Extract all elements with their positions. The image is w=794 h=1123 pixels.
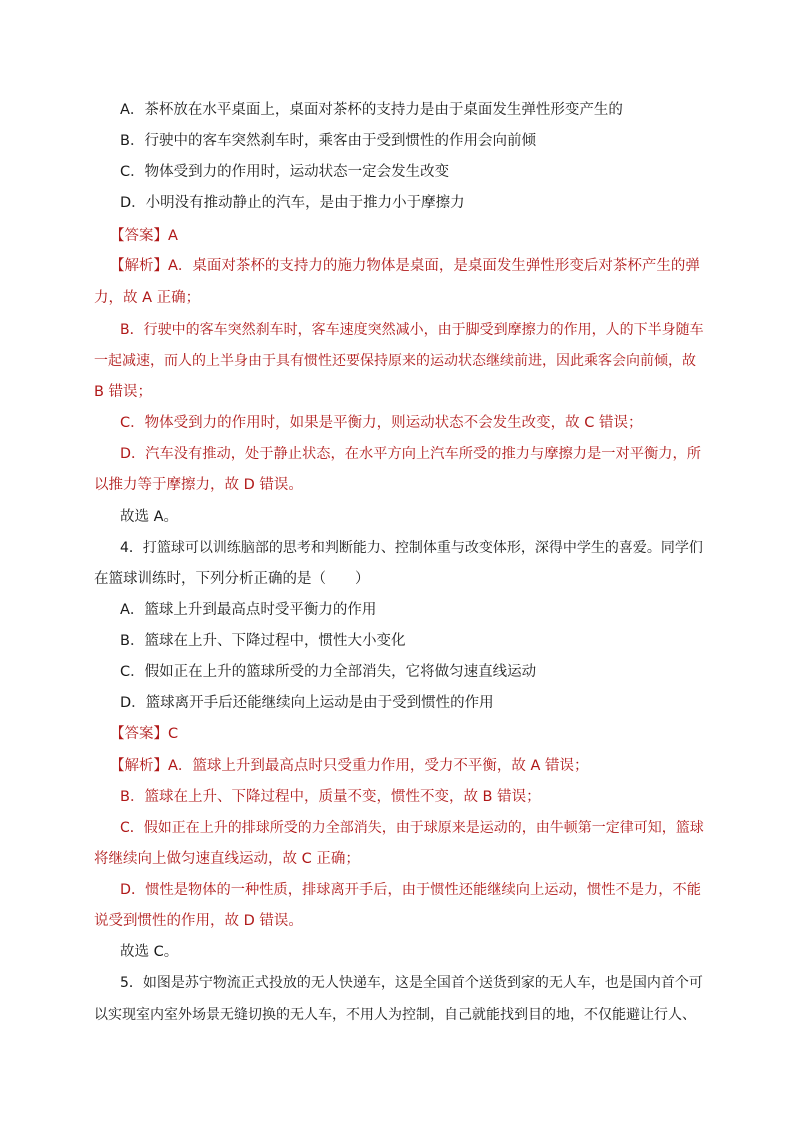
q4-analysis-line: 说受到惯性的作用，故 D 错误。 [94, 913, 303, 929]
q3-option-b: B．行驶中的客车突然刹车时，乘客由于受到惯性的作用会向前倾 [120, 133, 536, 149]
q3-analysis-line: B．行驶中的客车突然刹车时，客车速度突然减小，由于脚受到摩擦力的作用，人的下半身随车 [120, 322, 704, 338]
q4-analysis-line: D．惯性是物体的一种性质，排球离开手后，由于惯性还能继续向上运动，惯性不是力，不能 [120, 882, 701, 898]
q3-analysis-line: 一起减速，而人的上半身由于具有惯性还要保持原来的运动状态继续前进，因此乘客会向前倾，故 [94, 353, 696, 369]
q3-answer: 【答案】A [110, 228, 178, 244]
q4-stem-line: 4．打篮球可以训练脑部的思考和判断能力、控制体重与改变体形，深得中学生的喜爱。同学们 [120, 540, 703, 556]
q3-option-c: C．物体受到力的作用时，运动状态一定会发生改变 [120, 164, 450, 180]
q3-analysis-line: D．汽车没有推动，处于静止状态，在水平方向上汽车所受的推力与摩擦力是一对平衡力，所 [120, 446, 701, 462]
q4-answer: 【答案】C [110, 726, 179, 742]
q4-analysis-line: B．篮球在上升、下降过程中，质量不变，惯性不变，故 B 错误； [120, 789, 541, 805]
q4-choose: 故选 C。 [120, 944, 179, 960]
q4-option-b: B．篮球在上升、下降过程中，惯性大小变化 [120, 633, 406, 649]
q3-analysis-line: B 错误； [94, 384, 153, 400]
q3-choose: 故选 A。 [120, 509, 179, 525]
q3-analysis-line: C．物体受到力的作用时，如果是平衡力，则运动状态不会发生改变，故 C 错误； [120, 415, 643, 431]
q4-option-a: A．篮球上升到最高点时受平衡力的作用 [120, 602, 377, 618]
q5-stem-line: 以实现室内室外场景无缝切换的无人车，不用人为控制，自己就能找到目的地，不仅能避让行人、 [94, 1007, 696, 1023]
q4-option-d: D．篮球离开手后还能继续向上运动是由于受到惯性的作用 [120, 695, 494, 711]
q4-analysis-line: 将继续向上做匀速直线运动，故 C 正确； [94, 851, 360, 867]
q3-analysis-line: 以推力等于摩擦力，故 D 错误。 [94, 477, 303, 493]
q4-stem-line: 在篮球训练时，下列分析正确的是（ ） [94, 571, 370, 587]
q4-analysis-line: C．假如正在上升的排球所受的力全部消失，由于球原来是运动的，由牛顿第一定律可知，篮球 [120, 820, 704, 836]
q3-analysis-line: 【解析】A．桌面对茶杯的支持力的施力物体是桌面，是桌面发生弹性形变后对茶杯产生的弹 [110, 258, 700, 274]
q4-analysis-line: 【解析】A．篮球上升到最高点时只受重力作用，受力不平衡，故 A 错误； [110, 758, 589, 774]
q3-option-a: A．茶杯放在水平桌面上，桌面对茶杯的支持力是由于桌面发生弹性形变产生的 [120, 102, 623, 118]
q3-option-d: D．小明没有推动静止的汽车，是由于推力小于摩擦力 [120, 195, 465, 211]
q3-analysis-line: 力，故 A 正确； [94, 290, 201, 306]
q4-option-c: C．假如正在上升的篮球所受的力全部消失，它将做匀速直线运动 [120, 664, 537, 680]
q5-stem-line: 5．如图是苏宁物流正式投放的无人快递车，这是全国首个送货到家的无人车，也是国内首个可 [120, 975, 703, 991]
